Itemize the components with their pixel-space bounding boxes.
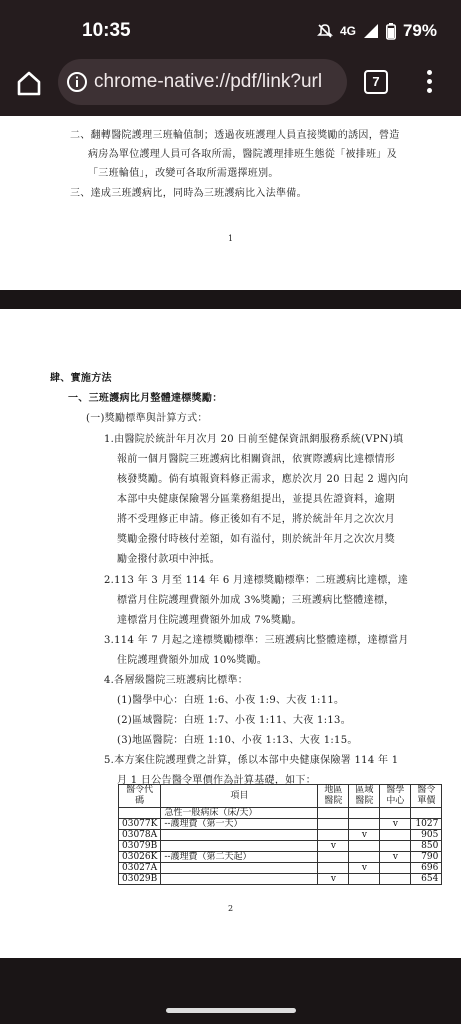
item1-line: 將不受理修正申請。修正後如有不足，將於統計年月之次次月 — [117, 514, 396, 525]
battery-icon — [386, 23, 396, 40]
subsection-title: (一)獎勵標準與計算方式： — [86, 413, 208, 424]
section-heading: 肆、實施方法 — [50, 373, 112, 384]
item4-line: 4.各層級醫院三班護病比標準： — [104, 675, 249, 686]
table-header-row — [119, 785, 442, 808]
page1-line: 二、翻轉醫院護理三班輪值制；透過夜班護理人員直接獎勵的誘因，營造 — [70, 130, 400, 141]
item3-line: 3.114 年 7 月起之達標獎勵標準：三班護病比整體達標，達標當月 — [104, 635, 409, 646]
table-row — [119, 819, 442, 830]
row-price: 790 — [411, 852, 442, 863]
row-medical — [380, 863, 411, 874]
page-number: 1 — [228, 234, 234, 243]
item3-line: 住院護理費額外加成 10%獎勵。 — [117, 655, 268, 666]
header-regional: 區域醫院 — [349, 785, 380, 808]
table-row — [119, 874, 442, 885]
item4-sub: (3)地區醫院：白班 1:10、小夜 1:13、大夜 1:15。 — [117, 735, 358, 746]
row-regional: v — [349, 863, 380, 874]
row-medical: v — [380, 819, 411, 830]
row-regional — [349, 819, 380, 830]
pdf-page-2 — [0, 309, 461, 958]
status-bar — [0, 0, 461, 50]
header-code: 醫令代碼 — [119, 785, 161, 808]
row-code: 03079B — [119, 841, 161, 852]
row-regional — [349, 841, 380, 852]
header-item: 項目 — [161, 785, 318, 808]
row-code: 03027A — [119, 863, 161, 874]
row-local — [318, 852, 349, 863]
item2-line: 達標當月住院護理費額外加成 7%獎勵。 — [117, 615, 302, 626]
item4-sub: (1)醫學中心：白班 1:6、小夜 1:9、大夜 1:11。 — [117, 695, 345, 706]
row-price: 905 — [411, 830, 442, 841]
row-medical — [380, 874, 411, 885]
row-local — [318, 863, 349, 874]
section-title: 一、三班護病比月整體達標獎勵： — [68, 393, 223, 404]
table-row — [119, 830, 442, 841]
table-row — [119, 808, 442, 819]
url-text: chrome-native://pdf/link?url — [94, 71, 323, 92]
item1-line: 1.由醫院於統計年月次月 20 日前至健保資訊網服務系統(VPN)填 — [104, 434, 404, 445]
row-item: --護理費（第一天） — [161, 819, 318, 830]
table-row — [119, 863, 442, 874]
row-regional — [349, 852, 380, 863]
gesture-nav-bar — [0, 996, 461, 1024]
home-gesture-handle[interactable] — [166, 1008, 296, 1013]
item1-line: 本部中央健康保險署分區業務組提出，並提具佐證資料，逾期 — [117, 494, 396, 505]
address-bar[interactable] — [58, 59, 347, 105]
item4-sub: (2)區域醫院：白班 1:7、小夜 1:11、大夜 1:13。 — [117, 715, 352, 726]
item1-line: 勵金撥付款項中沖抵。 — [117, 554, 220, 565]
row-price: 696 — [411, 863, 442, 874]
network-type: 4G — [339, 24, 356, 38]
item1-line: 獎勵金撥付時核付差額，如有溢付，則於統計年月之次次月獎 — [117, 534, 396, 545]
row-item: --護理費（第二天起） — [161, 852, 318, 863]
info-icon[interactable] — [66, 71, 88, 93]
item5-line: 5.本方案住院護理費之計算，係以本部中央健康保險署 114 年 1 — [104, 755, 399, 766]
group-label: 急性一般病床（床/天） — [161, 808, 318, 819]
signal-icon — [363, 23, 379, 39]
pdf-page-1 — [0, 116, 461, 290]
header-local: 地區醫院 — [318, 785, 349, 808]
row-price: 850 — [411, 841, 442, 852]
more-menu-icon[interactable] — [424, 70, 434, 96]
item2-line: 標當月住院護理費額外加成 3%獎勵；三班護病比整體達標， — [117, 595, 395, 606]
status-icons — [317, 21, 437, 41]
page1-line: 病房為單位護理人員可各取所需，醫院護理排班生態從「被排班」及 — [88, 149, 397, 160]
browser-toolbar — [0, 50, 461, 116]
table-row — [119, 852, 442, 863]
row-item — [161, 830, 318, 841]
row-price: 1027 — [411, 819, 442, 830]
table-row — [119, 841, 442, 852]
row-local — [318, 830, 349, 841]
status-time: 10:35 — [82, 20, 131, 41]
row-medical: v — [380, 852, 411, 863]
row-code: 03077K — [119, 819, 161, 830]
row-regional — [349, 874, 380, 885]
row-medical — [380, 841, 411, 852]
tab-switcher-button[interactable]: 7 — [364, 70, 388, 94]
row-code: 03078A — [119, 830, 161, 841]
item2-line: 2.113 年 3 月至 114 年 6 月達標獎勵標準：二班護病比達標，達 — [104, 575, 409, 586]
row-local: v — [318, 841, 349, 852]
header-medical: 醫學中心 — [380, 785, 411, 808]
item1-line: 報前一個月醫院三班護病比相關資訊，依實際護病比達標情形 — [117, 454, 396, 465]
page1-line: 「三班輪值」，改變可各取所需選擇班別。 — [88, 168, 279, 179]
row-medical — [380, 830, 411, 841]
header-price: 醫令單價 — [411, 785, 442, 808]
home-icon[interactable] — [14, 68, 44, 98]
row-local: v — [318, 874, 349, 885]
item1-line: 核發獎勵。倘有填報資料修正需求，應於次月 20 日起 2 週內向 — [117, 474, 409, 485]
row-item — [161, 863, 318, 874]
mute-icon — [317, 23, 333, 39]
row-code: 03026K — [119, 852, 161, 863]
row-regional: v — [349, 830, 380, 841]
page1-line: 三、達成三班護病比，同時為三班護病比入法準備。 — [70, 188, 307, 199]
item5-line: 月 1 日公告醫令單價作為計算基礎，如下： — [117, 775, 317, 786]
row-local — [318, 819, 349, 830]
page-number: 2 — [228, 904, 234, 913]
row-price: 654 — [411, 874, 442, 885]
row-code: 03029B — [119, 874, 161, 885]
row-item — [161, 841, 318, 852]
row-item — [161, 874, 318, 885]
battery-level: 79% — [402, 21, 437, 40]
fee-table — [118, 784, 442, 885]
